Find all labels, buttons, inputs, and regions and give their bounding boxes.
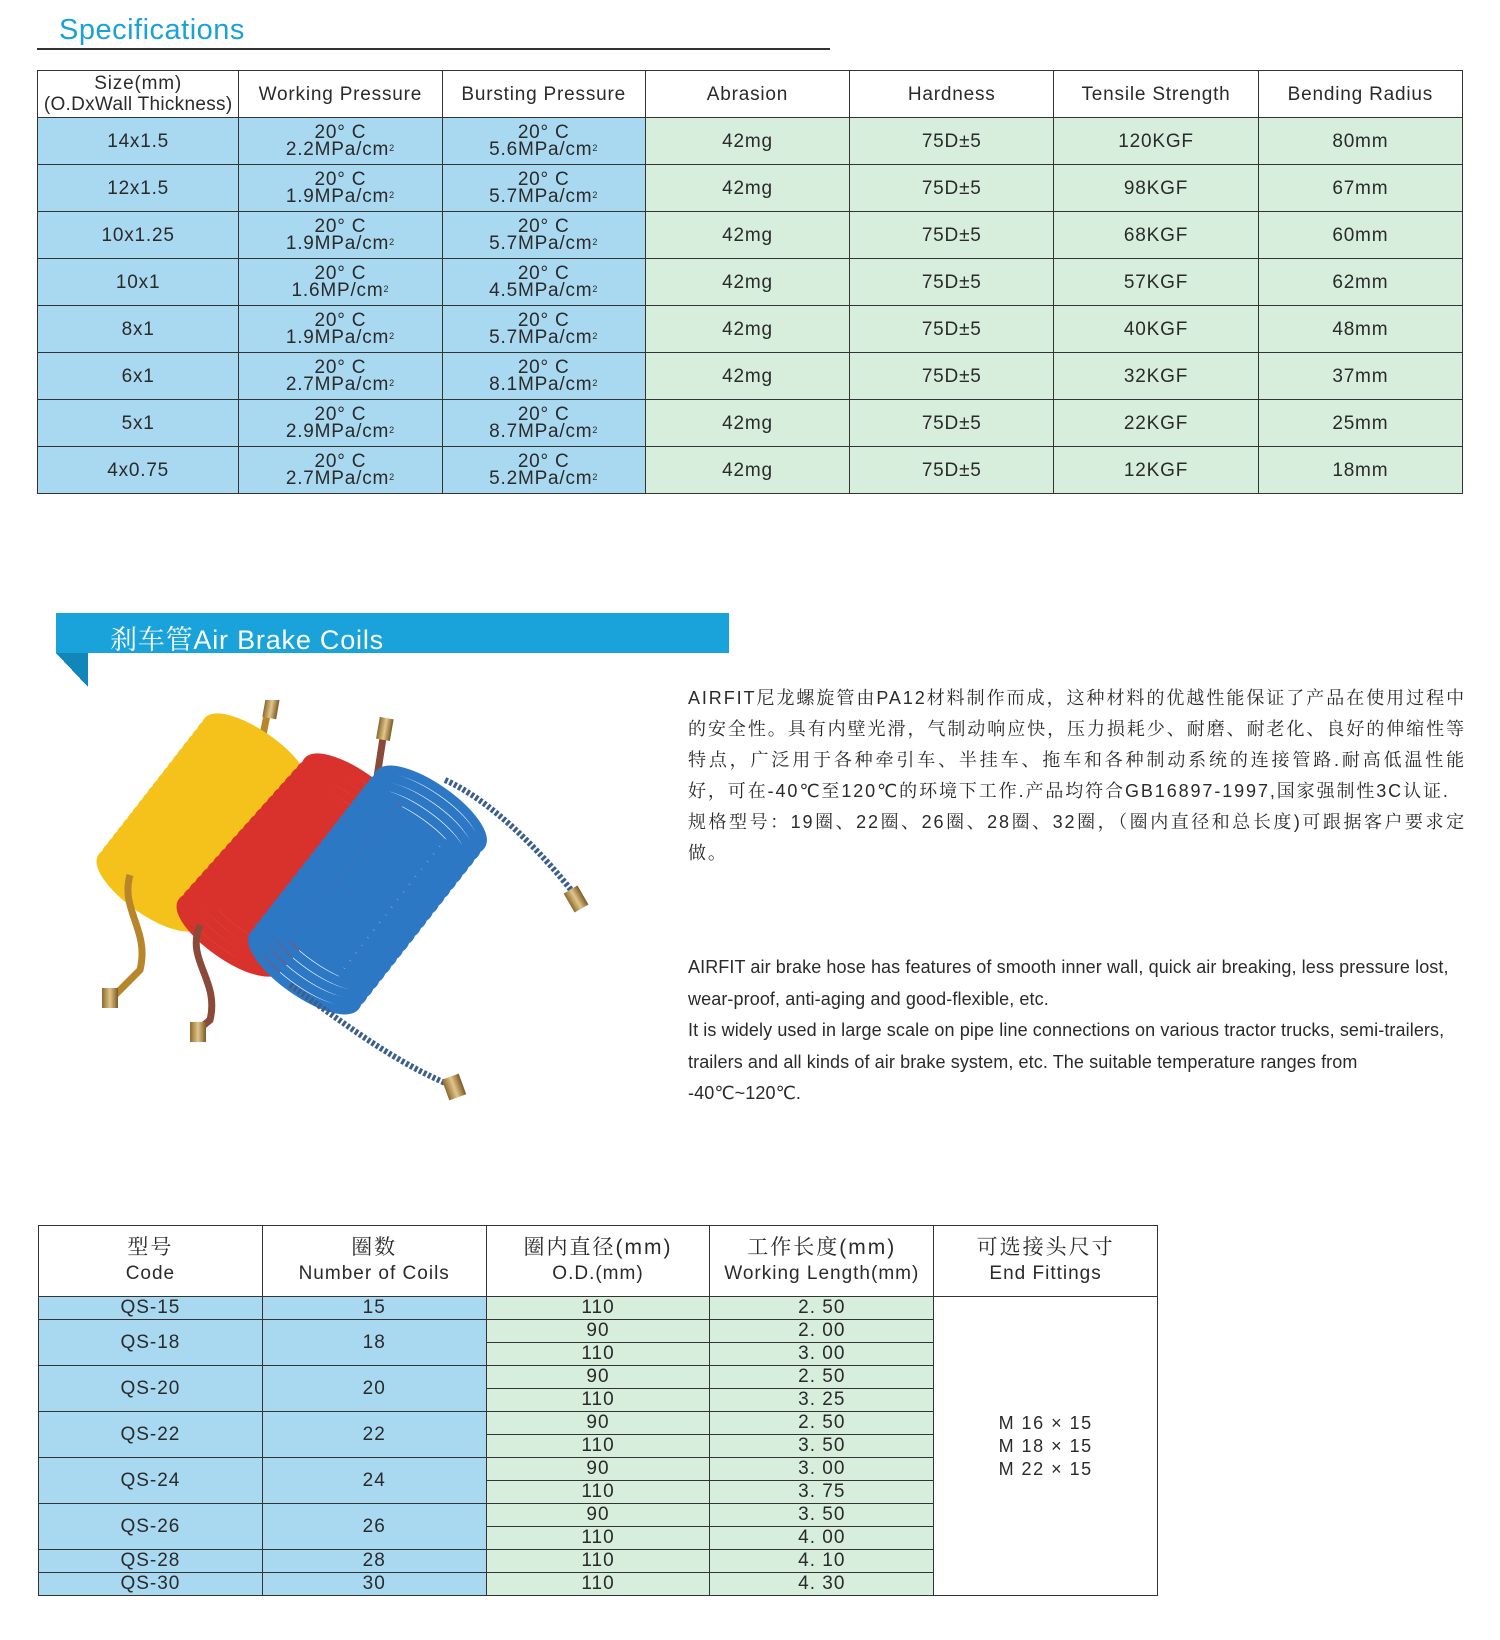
specifications-table-body <box>38 118 1463 494</box>
cell-coils: 22 <box>262 1412 486 1458</box>
cell-tensile-strength: 98KGF <box>1054 165 1258 212</box>
pressure-value: 2.7MPa/cm <box>285 374 390 395</box>
superscript: 2 <box>592 378 599 388</box>
end-fitting-size: M 22 × 15 <box>998 1458 1093 1479</box>
description-chinese <box>688 683 1466 869</box>
pressure-value: 5.7MPa/cm <box>489 186 593 207</box>
cell-bursting-pressure <box>442 259 645 306</box>
cell-od: 110 <box>486 1573 710 1596</box>
cell-code: QS-20 <box>39 1366 263 1412</box>
cell-od: 110 <box>486 1389 710 1412</box>
description-en-paragraph: AIRFIT air brake hose has features of smooth inner wall, quick air breaking, less pressure lost, wear-proof, anti-aging and good-flexible, etc. <box>688 957 1449 1009</box>
pressure-value: 8.7MPa/cm <box>489 421 593 442</box>
pressure-temperature: 20° C <box>314 122 367 143</box>
end-fitting-size: M 16 × 15 <box>998 1412 1093 1433</box>
coiled-hoses-illustration <box>90 700 650 1140</box>
cell-bursting-pressure <box>442 212 645 259</box>
description-english <box>688 952 1466 1110</box>
cell-tensile-strength: 12KGF <box>1054 447 1258 494</box>
cell-working-length: 3. 25 <box>710 1389 934 1412</box>
table-row <box>38 259 1463 306</box>
pressure-temperature: 20° C <box>314 357 367 378</box>
cell-working-length: 3. 00 <box>710 1458 934 1481</box>
pressure-temperature: 20° C <box>314 169 367 190</box>
section-title: 刹车管Air Brake Coils <box>110 625 384 655</box>
pressure-temperature: 20° C <box>517 310 570 331</box>
header-code-cn: 型号 <box>127 1236 174 1259</box>
pressure-value: 2.9MPa/cm <box>285 421 390 442</box>
cell-working-length: 2. 50 <box>710 1412 934 1435</box>
cell-bursting-pressure <box>442 165 645 212</box>
pressure-value: 1.6MP/cm <box>291 280 384 301</box>
cell-coils: 20 <box>262 1366 486 1412</box>
header-fit-en: End Fittings <box>989 1263 1102 1284</box>
cell-size: 10x1.25 <box>38 212 239 259</box>
superscript: 2 <box>389 331 395 341</box>
specifications-table <box>37 70 1463 494</box>
end-fitting-size: M 18 × 15 <box>998 1435 1093 1456</box>
cell-abrasion: 42mg <box>645 447 849 494</box>
header-coils-en: Number of Coils <box>298 1263 450 1284</box>
coils-table <box>38 1225 1158 1596</box>
cell-bending-radius: 48mm <box>1258 306 1462 353</box>
header-working-length <box>710 1226 934 1297</box>
cell-od: 110 <box>486 1527 710 1550</box>
table-row <box>38 306 1463 353</box>
cell-code: QS-26 <box>39 1504 263 1550</box>
header-working-pressure: Working Pressure <box>239 71 442 118</box>
superscript: 2 <box>592 425 599 435</box>
pressure-value: 5.2MPa/cm <box>489 468 593 489</box>
cell-working-length: 3. 50 <box>710 1504 934 1527</box>
cell-tensile-strength: 40KGF <box>1054 306 1258 353</box>
description-cn-paragraph: AIRFIT尼龙螺旋管由PA12材料制作而成，这种材料的优越性能保证了产品在使用过程中的安全性。具有内壁光滑，气制动响应快，压力损耗少、耐磨、耐老化、良好的伸缩性等特点，广泛用于各种牵引车、半挂车、拖车和各种制动系统的连接管路.耐高低温性能好，可在-40℃至120℃的环境下工作.产品均符合GB16897-1997,国家强制性3C认证. <box>688 688 1466 801</box>
cell-od: 90 <box>486 1458 710 1481</box>
cell-tensile-strength: 57KGF <box>1054 259 1258 306</box>
cell-od: 110 <box>486 1481 710 1504</box>
cell-working-pressure <box>239 118 442 165</box>
cell-od: 110 <box>486 1343 710 1366</box>
cell-od: 110 <box>486 1435 710 1458</box>
cell-working-length: 3. 50 <box>710 1435 934 1458</box>
table-row <box>38 118 1463 165</box>
cell-bursting-pressure <box>442 118 645 165</box>
description-cn-paragraph: 规格型号：19圈、22圈、26圈、28圈、32圈，（圈内直径和总长度)可跟据客户要求定做。 <box>688 812 1466 863</box>
cell-coils: 24 <box>262 1458 486 1504</box>
pressure-value: 4.5MPa/cm <box>489 280 593 301</box>
superscript: 2 <box>592 143 599 153</box>
cell-abrasion: 42mg <box>645 118 849 165</box>
cell-size: 5x1 <box>38 400 239 447</box>
pressure-temperature: 20° C <box>314 451 367 472</box>
header-od-cn: 圈内直径(mm) <box>523 1236 673 1259</box>
cell-working-length: 2. 00 <box>710 1320 934 1343</box>
superscript: 2 <box>389 190 395 200</box>
header-od <box>486 1226 710 1297</box>
cell-coils: 15 <box>262 1297 486 1320</box>
cell-hardness: 75D±5 <box>850 447 1054 494</box>
cell-bursting-pressure <box>442 306 645 353</box>
superscript: 2 <box>592 331 599 341</box>
table-row <box>38 353 1463 400</box>
cell-od: 90 <box>486 1320 710 1343</box>
pressure-temperature: 20° C <box>517 122 570 143</box>
pressure-value: 2.7MPa/cm <box>285 468 390 489</box>
header-size-line1: Size(mm) <box>94 73 182 94</box>
cell-size: 12x1.5 <box>38 165 239 212</box>
pressure-temperature: 20° C <box>314 263 367 284</box>
table-row <box>39 1297 1158 1320</box>
pressure-value: 1.9MPa/cm <box>285 327 390 348</box>
cell-working-pressure <box>239 212 442 259</box>
title-divider <box>37 48 830 50</box>
cell-working-pressure <box>239 306 442 353</box>
cell-hardness: 75D±5 <box>850 165 1054 212</box>
cell-hardness: 75D±5 <box>850 212 1054 259</box>
pressure-temperature: 20° C <box>314 216 367 237</box>
cell-abrasion: 42mg <box>645 165 849 212</box>
cell-code: QS-28 <box>39 1550 263 1573</box>
cell-working-pressure <box>239 165 442 212</box>
superscript: 2 <box>592 472 599 482</box>
header-size-line2: (O.DxWall Thickness) <box>43 94 233 115</box>
pressure-value: 5.6MPa/cm <box>489 139 593 160</box>
header-coils-cn: 圈数 <box>351 1236 398 1259</box>
pressure-value: 8.1MPa/cm <box>489 374 593 395</box>
cell-code: QS-22 <box>39 1412 263 1458</box>
superscript: 2 <box>389 378 395 388</box>
cell-hardness: 75D±5 <box>850 118 1054 165</box>
cell-size: 14x1.5 <box>38 118 239 165</box>
specifications-title: Specifications <box>59 14 245 46</box>
cell-working-length: 3. 75 <box>710 1481 934 1504</box>
cell-size: 10x1 <box>38 259 239 306</box>
cell-hardness: 75D±5 <box>850 259 1054 306</box>
header-length-cn: 工作长度(mm) <box>747 1236 897 1259</box>
cell-size: 6x1 <box>38 353 239 400</box>
pressure-temperature: 20° C <box>314 310 367 331</box>
cell-od: 90 <box>486 1504 710 1527</box>
cell-bending-radius: 62mm <box>1258 259 1462 306</box>
pressure-value: 5.7MPa/cm <box>489 327 593 348</box>
cell-code: QS-24 <box>39 1458 263 1504</box>
cell-coils: 28 <box>262 1550 486 1573</box>
cell-od: 90 <box>486 1412 710 1435</box>
cell-bending-radius: 60mm <box>1258 212 1462 259</box>
superscript: 2 <box>389 237 395 247</box>
cell-hardness: 75D±5 <box>850 306 1054 353</box>
header-length-en: Working Length(mm) <box>724 1263 920 1284</box>
cell-tensile-strength: 68KGF <box>1054 212 1258 259</box>
header-end-fittings <box>934 1226 1158 1297</box>
cell-bursting-pressure <box>442 447 645 494</box>
cell-abrasion: 42mg <box>645 400 849 447</box>
cell-working-length: 4. 30 <box>710 1573 934 1596</box>
cell-abrasion: 42mg <box>645 353 849 400</box>
superscript: 2 <box>389 425 395 435</box>
cell-tensile-strength: 22KGF <box>1054 400 1258 447</box>
pressure-value: 2.2MPa/cm <box>285 139 390 160</box>
header-code-en: Code <box>125 1263 176 1284</box>
cell-code: QS-15 <box>39 1297 263 1320</box>
pressure-temperature: 20° C <box>517 169 570 190</box>
cell-working-pressure <box>239 259 442 306</box>
table-row <box>38 447 1463 494</box>
cell-bending-radius: 80mm <box>1258 118 1462 165</box>
superscript: 2 <box>592 284 599 294</box>
pressure-value: 1.9MPa/cm <box>285 186 390 207</box>
cell-size: 8x1 <box>38 306 239 353</box>
cell-bursting-pressure <box>442 353 645 400</box>
cell-abrasion: 42mg <box>645 212 849 259</box>
header-bursting-pressure: Bursting Pressure <box>442 71 645 118</box>
table-header-row <box>38 71 1463 118</box>
cell-working-length: 3. 00 <box>710 1343 934 1366</box>
cell-working-length: 2. 50 <box>710 1366 934 1389</box>
cell-working-length: 4. 00 <box>710 1527 934 1550</box>
cell-abrasion: 42mg <box>645 306 849 353</box>
cell-bending-radius: 25mm <box>1258 400 1462 447</box>
header-tensile-strength: Tensile Strength <box>1054 71 1258 118</box>
cell-code: QS-18 <box>39 1320 263 1366</box>
cell-od: 110 <box>486 1297 710 1320</box>
pressure-temperature: 20° C <box>314 404 367 425</box>
banner-fold <box>56 653 88 687</box>
header-code <box>39 1226 263 1297</box>
cell-end-fittings <box>934 1297 1158 1596</box>
table-header-row <box>39 1226 1158 1297</box>
cell-bursting-pressure <box>442 400 645 447</box>
cell-abrasion: 42mg <box>645 259 849 306</box>
cell-hardness: 75D±5 <box>850 353 1054 400</box>
header-abrasion: Abrasion <box>645 71 849 118</box>
header-size <box>38 71 239 118</box>
header-coils <box>262 1226 486 1297</box>
pressure-temperature: 20° C <box>517 216 570 237</box>
table-row <box>38 400 1463 447</box>
superscript: 2 <box>592 190 599 200</box>
header-fit-cn: 可选接头尺寸 <box>976 1236 1115 1259</box>
superscript: 2 <box>389 143 395 153</box>
cell-coils: 26 <box>262 1504 486 1550</box>
pressure-temperature: 20° C <box>517 451 570 472</box>
cell-od: 90 <box>486 1366 710 1389</box>
table-row <box>38 165 1463 212</box>
table-row <box>38 212 1463 259</box>
cell-working-length: 4. 10 <box>710 1550 934 1573</box>
pressure-temperature: 20° C <box>517 263 570 284</box>
cell-bending-radius: 18mm <box>1258 447 1462 494</box>
cell-coils: 30 <box>262 1573 486 1596</box>
cell-od: 110 <box>486 1550 710 1573</box>
coils-table-body <box>39 1297 1158 1596</box>
header-od-en: O.D.(mm) <box>552 1263 644 1284</box>
cell-bending-radius: 37mm <box>1258 353 1462 400</box>
superscript: 2 <box>592 237 599 247</box>
header-hardness: Hardness <box>850 71 1054 118</box>
cell-tensile-strength: 120KGF <box>1054 118 1258 165</box>
cell-size: 4x0.75 <box>38 447 239 494</box>
cell-code: QS-30 <box>39 1573 263 1596</box>
cell-coils: 18 <box>262 1320 486 1366</box>
pressure-value: 1.9MPa/cm <box>285 233 390 254</box>
cell-bending-radius: 67mm <box>1258 165 1462 212</box>
cell-tensile-strength: 32KGF <box>1054 353 1258 400</box>
cell-working-pressure <box>239 447 442 494</box>
superscript: 2 <box>383 284 390 294</box>
cell-working-pressure <box>239 400 442 447</box>
cell-hardness: 75D±5 <box>850 400 1054 447</box>
pressure-temperature: 20° C <box>517 357 570 378</box>
header-bending-radius: Bending Radius <box>1258 71 1462 118</box>
description-en-paragraph: It is widely used in large scale on pipe line connections on various tractor trucks, semi-trailers, trailers and all kinds of air brake system, etc. The suitable temperature ranges from -40℃~120℃. <box>688 1020 1445 1103</box>
cell-working-length: 2. 50 <box>710 1297 934 1320</box>
superscript: 2 <box>389 472 395 482</box>
pressure-value: 5.7MPa/cm <box>489 233 593 254</box>
cell-working-pressure <box>239 353 442 400</box>
pressure-temperature: 20° C <box>517 404 570 425</box>
